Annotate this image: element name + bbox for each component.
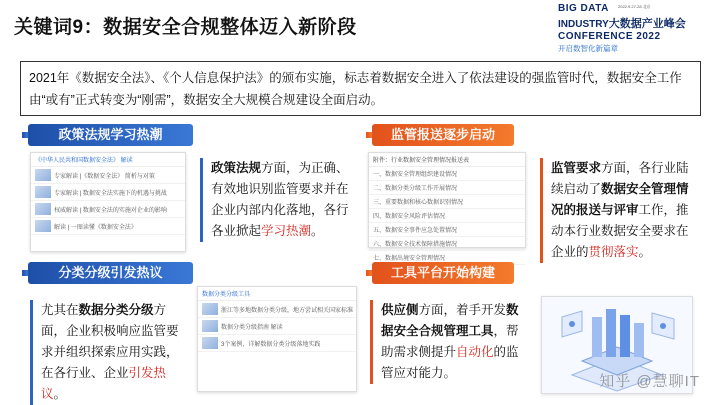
classification-description: 尤其在数据分类分级方面，企业积极响应监管要求并组织探索应用实践，在各行业、企业引发热议。 — [30, 300, 188, 405]
article-thumbnail — [35, 186, 51, 198]
article-thumbnail — [202, 337, 218, 349]
list-item: 一、数据安全管理组织建设情况 — [369, 167, 525, 181]
policy-section-title: 政策法规学习热潮 — [28, 124, 193, 146]
supervision-description: 监管要求方面，各行业陆续启动了数据安全管理情况的报送与评审工作，推动本行业数据安全要求在企业的贯彻落实。 — [540, 158, 698, 263]
list-item: 四、数据安全风险评估情况 — [369, 209, 525, 223]
tools-section-title: 工具平台开始构建 — [372, 262, 514, 284]
policy-description: 政策法规方面，为正确、有效地识别监管要求并在企业内部内化落地，各行各业掀起学习热潮。 — [200, 158, 360, 242]
list-item: 3个案例，详解数据分类分级落地实践 — [198, 335, 356, 352]
logo-line2-en: INDUSTRY — [558, 19, 609, 30]
zhihu-watermark: 知乎 @慧聊IT — [599, 373, 700, 390]
policy-article-card — [30, 152, 186, 252]
logo-slogan: 开启数智化新篇章 — [558, 44, 618, 53]
list-item: 五、数据安全事件应急处置情况 — [369, 223, 525, 237]
list-item: 专家解读 | 数据安全法实施下的机遇与挑战 — [31, 184, 185, 201]
list-item: 权威解读 | 数据安全法的实施对企业的影响 — [31, 201, 185, 218]
list-item: 专家解读 |《数据安全法》 简析与对策 — [31, 167, 185, 184]
logo-tag: 2022.9.27-28 北京 — [618, 4, 651, 9]
conference-logo — [558, 3, 708, 53]
tools-description: 供应侧方面，着手开发数据安全合规管理工具，帮助需求侧提升自动化的监管应对能力。 — [370, 300, 530, 384]
list-item: 六、数据安全技术保障措施情况 — [369, 237, 525, 251]
logo-line3: CONFERENCE 2022 — [558, 31, 661, 42]
logo-line1: BIG DATA — [558, 3, 609, 14]
article-thumbnail — [202, 320, 218, 332]
list-item: 二、数据分类分级工作开展情况 — [369, 181, 525, 195]
supervision-section-title: 监管报送逐步启动 — [372, 124, 514, 146]
list-item: 解读 | 一图读懂《数据安全法》 — [31, 218, 185, 235]
article-thumbnail — [35, 220, 51, 232]
article-thumbnail — [35, 169, 51, 181]
classification-card-header: 数据分类分级工具 — [198, 287, 356, 301]
list-item: 浙江等多地数据分类分级，地方尝试相关国家标准 — [198, 301, 356, 318]
article-thumbnail — [202, 303, 218, 315]
classification-article-card — [197, 286, 357, 392]
article-thumbnail — [35, 203, 51, 215]
list-item: 七、数据出境安全管理情况 — [369, 251, 525, 265]
intro-box: 2021年《数据安全法》、《个人信息保护法》的颁布实施，标志着数据安全进入了依法建设的强监管时代，数据安全工作由“或有”正式转变为“刚需”，数据安全大规模合规建设全面启动。 — [20, 61, 701, 116]
supervision-card-header: 附件：行业数据安全管理情况报送表 — [369, 153, 525, 167]
list-item: 三、重要数据和核心数据识别情况 — [369, 195, 525, 209]
classification-section-title: 分类分级引发热议 — [28, 262, 193, 284]
supervision-form-card — [368, 152, 526, 262]
page-title: 关键词9：数据安全合规整体迈入新阶段 — [14, 17, 357, 38]
logo-line2-cn: 大数据产业峰会 — [608, 18, 686, 30]
policy-card-header: 《中华人民共和国数据安全法》 解读 — [31, 153, 185, 167]
list-item: 数据分类分级指南 解读 — [198, 318, 356, 335]
